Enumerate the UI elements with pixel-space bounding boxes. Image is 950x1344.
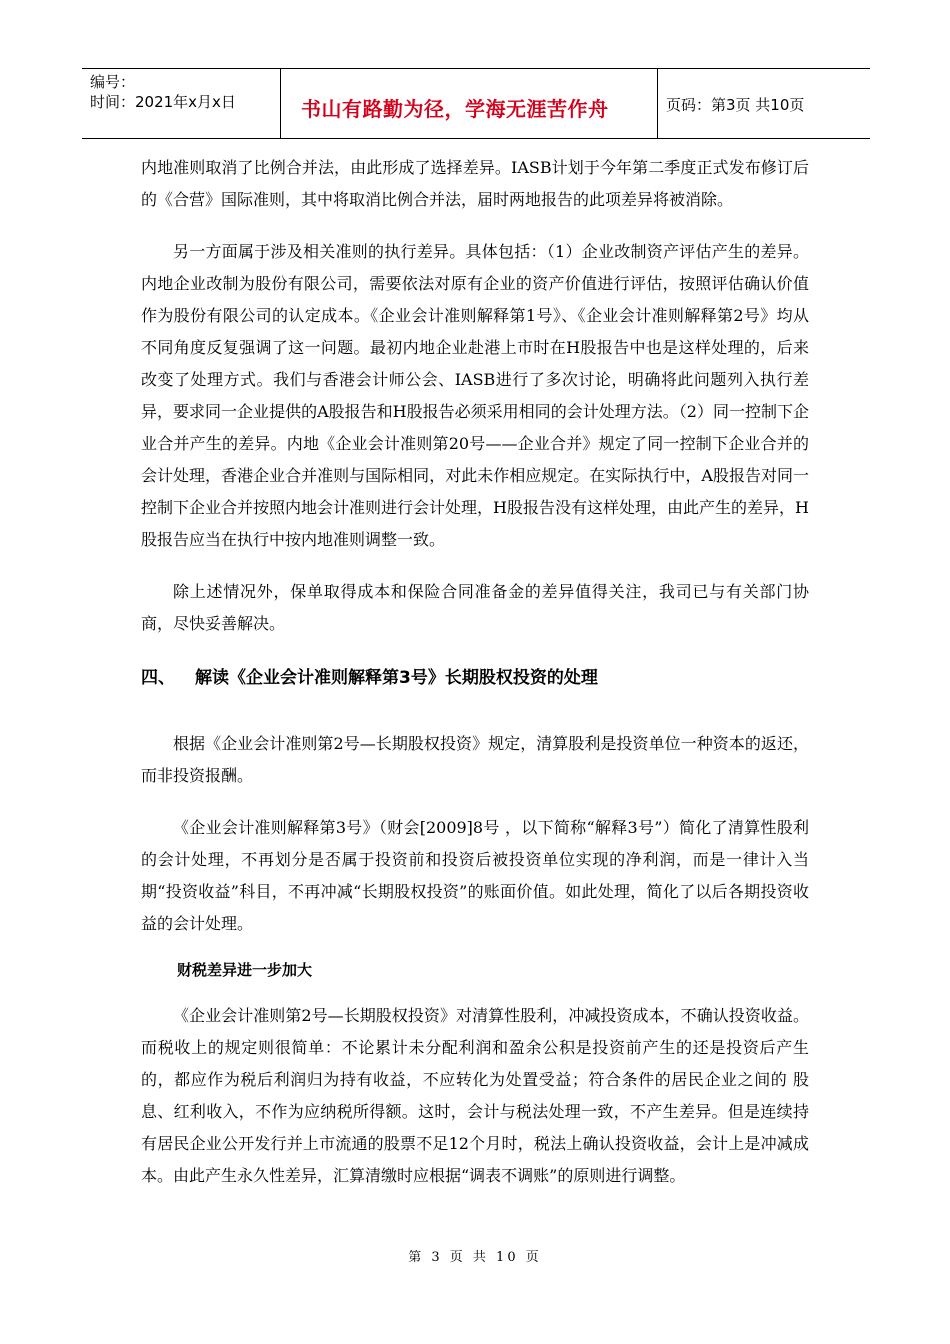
paragraph-continued: 内地准则取消了比例合并法，由此形成了选择差异。IASB计划于今年第二季度正式发布修订后的《合营》国际准则，其中将取消比例合并法，届时两地报告的此项差异将被消除。	[141, 158, 809, 209]
section-heading-number: 四、	[141, 668, 175, 688]
paragraph-interpretation-3: 《企业会计准则解释第3号》（财会[2009]8号 ，以下简称“解释3号”）简化了清算性股利的会计处理，不再划分是否属于投资前和投资后被投资单位实现的净利润，而是一律计入当期“投资收益”科目，不再冲减“长期股权投资”的账面价值。如此处理，简化了以后各期投资收益的会计处理。	[141, 818, 809, 933]
page-footer: 第 3 页 共 10 页	[408, 1250, 542, 1265]
subheading-tax-differences: 财税差异进一步加大	[177, 961, 313, 979]
header-page-number: 页码：第3页 共10页	[666, 96, 805, 114]
section-heading	[141, 662, 809, 694]
doc-number-label: 编号：	[90, 73, 136, 91]
header-left-cell	[82, 69, 281, 138]
header-right-cell	[658, 69, 870, 138]
paragraph-execution-differences: 另一方面属于涉及相关准则的执行差异。具体包括：（1）企业改制资产评估产生的差异。内地企业改制为股份有限公司，需要依法对原有企业的资产价值进行评估，按照评估确认价值作为股份有限公司的认定成本。《企业会计准则解释第1号》、《企业会计准则解释第2号》均从不同角度反复强调了这一问题。最初内地企业赴港上市时在H股报告中也是这样处理的，后来改变了处理方式。我们与香港会计师公会、IASB进行了多次讨论，明确将此问题列入执行差异，要求同一企业提供的A股报告和H股报告必须采用相同的会计处理方法。（2）同一控制下企业合并产生的差异。内地《企业会计准则第20号——企业合并》规定了同一控制下企业合并的会计处理，香港企业合并准则与国际相同，对此未作相应规定。在实际执行中，A股报告对同一控制下企业合并按照内地会计准则进行会计处理，H股报告没有这样处理，由此产生的差异，H股报告应当在执行中按内地准则调整一致。	[141, 242, 809, 549]
header-middle-cell	[281, 69, 658, 138]
page-body	[141, 152, 809, 1192]
section-heading-text: 解读《企业会计准则解释第3号》长期股权投资的处理	[195, 668, 598, 688]
paragraph-other-differences: 除上述情况外，保单取得成本和保险合同准备金的差异值得关注，我司已与有关部门协商，尽快妥善解决。	[141, 582, 809, 633]
paragraph-tax-treatment: 《企业会计准则第2号—长期股权投资》对清算性股利，冲减投资成本，不确认投资收益。而税收上的规定则很简单：不论累计未分配利润和盈余公积是投资前产生的还是投资后产生的，都应作为税后利润归为持有收益，不应转化为处置受益；符合条件的居民企业之间的 股息、红利收入，不作为应纳税所得额。这时，会计与税法处理一致，不产生差异。但是连续持有居民企业公开发行并上市流通的股票不足12个月时，税法上确认投资收益，会计上是冲减成本。由此产生永久性差异，汇算清缴时应根据“调表不调账”的原则进行调整。	[141, 1006, 809, 1185]
document-header	[82, 68, 870, 139]
paragraph-liquidation-dividend: 根据《企业会计准则第2号—长期股权投资》规定，清算股利是投资单位一种资本的返还，而非投资报酬。	[141, 734, 809, 785]
time-label: 时间：2021年x月x日	[90, 93, 236, 111]
header-motto: 书山有路勤为径，学海无涯苦作舟	[301, 97, 609, 121]
